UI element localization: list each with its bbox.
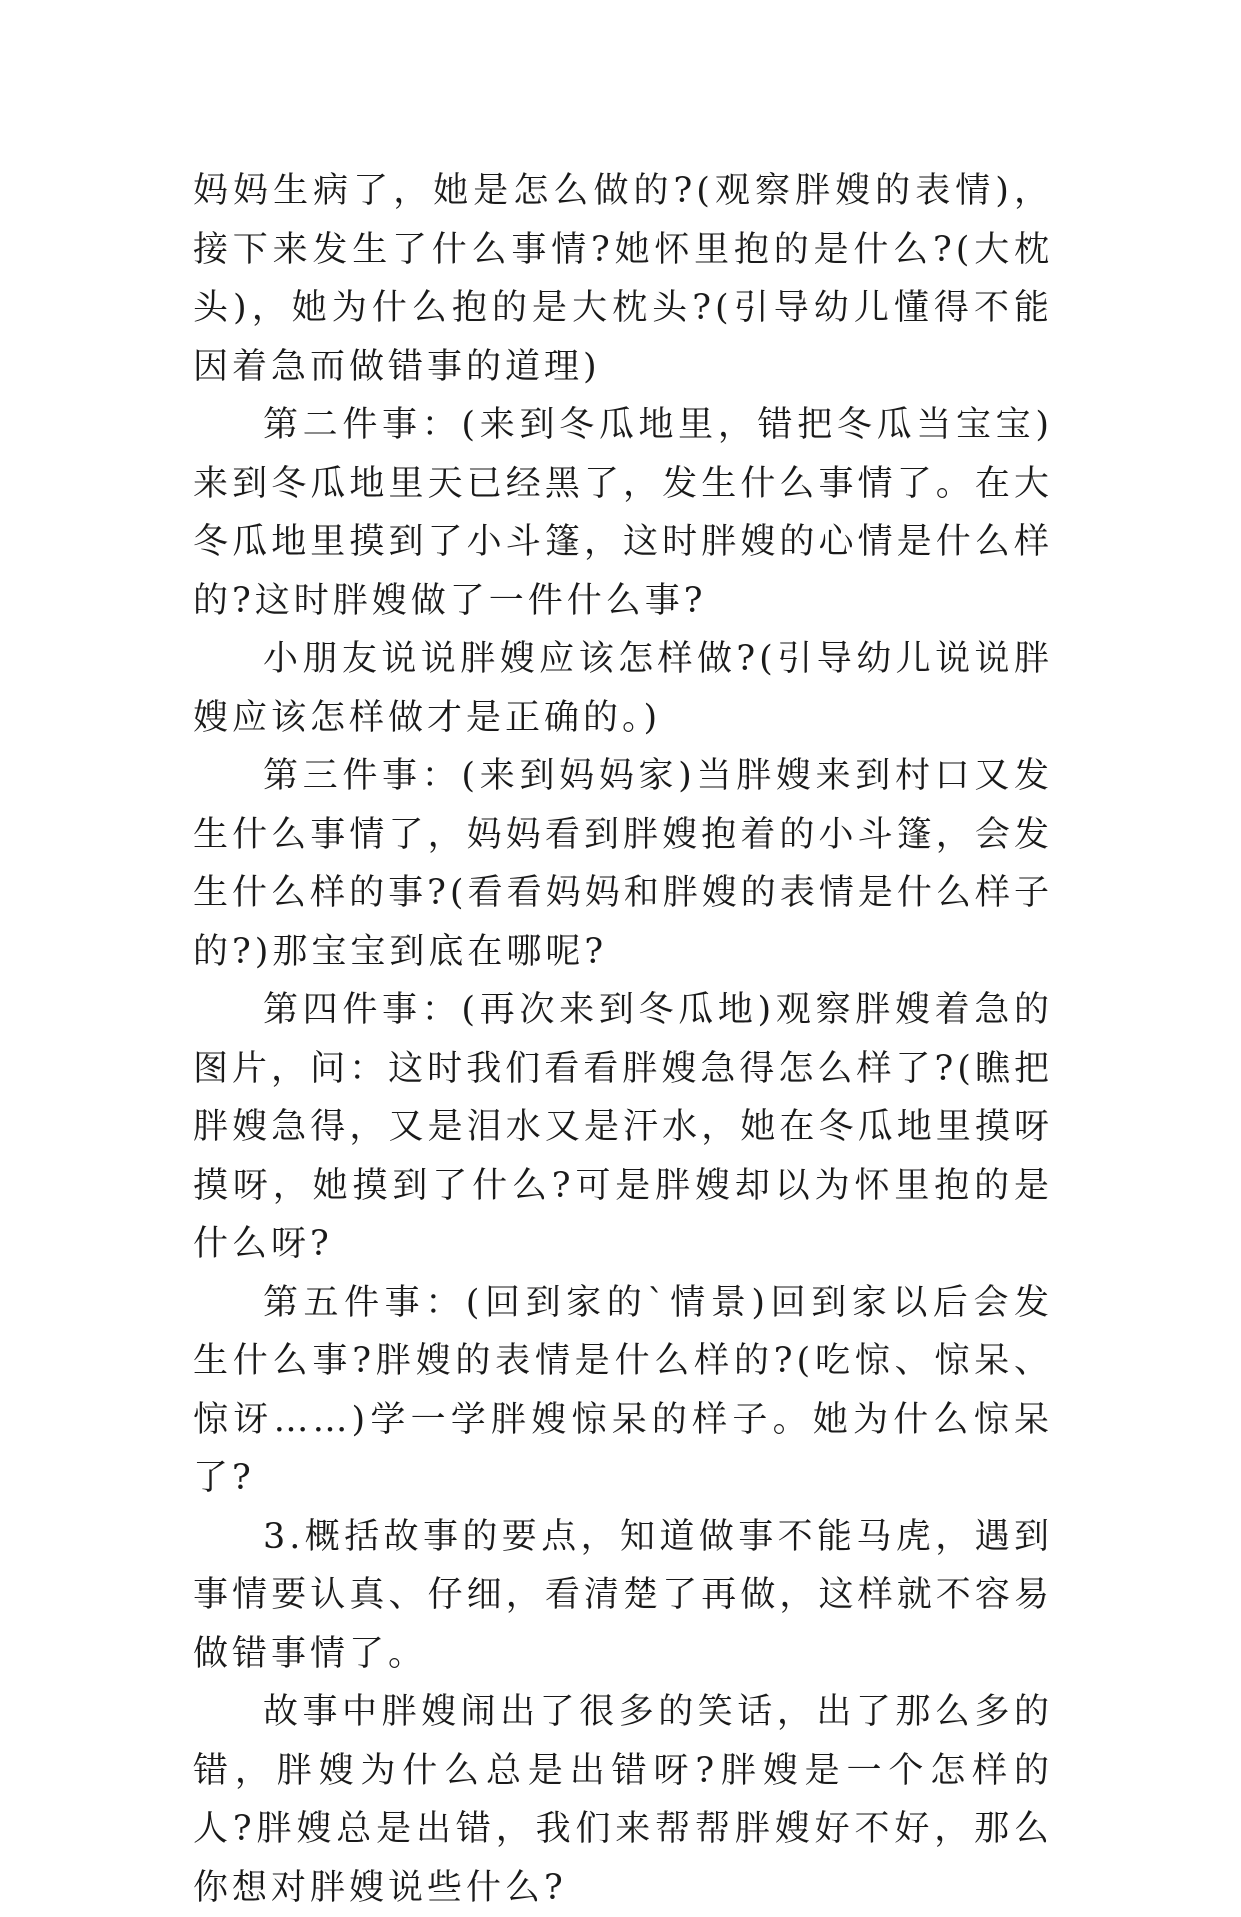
paragraph-7: 3.概括故事的要点，知道做事不能马虎，遇到事情要认真、仔细，看清楚了再做，这样就不容易做错事情了。: [193, 1516, 1053, 1674]
paragraph-5: 第四件事：(再次来到冬瓜地)观察胖嫂着急的图片，问：这时我们看看胖嫂急得怎么样了?(瞧把胖嫂急得，又是泪水又是汗水，她在冬瓜地里摸呀摸呀，她摸到了什么?可是胖嫂却以为怀里抱的是什么呀?: [193, 990, 1053, 1264]
paragraph-4: 第三件事：(来到妈妈家)当胖嫂来到村口又发生什么事情了，妈妈看到胖嫂抱着的小斗篷，会发生什么样的事?(看看妈妈和胖嫂的表情是什么样子的?)那宝宝到底在哪呢?: [193, 756, 1053, 972]
paragraph-1: 妈妈生病了，她是怎么做的?(观察胖嫂的表情)，接下来发生了什么事情?她怀里抱的是什么?(大枕头)，她为什么抱的是大枕头?(引导幼儿懂得不能因着急而做错事的道理): [193, 171, 1053, 387]
paragraph-2: 第二件事：(来到冬瓜地里，错把冬瓜当宝宝)来到冬瓜地里天已经黑了，发生什么事情了。在大冬瓜地里摸到了小斗篷，这时胖嫂的心情是什么样的?这时胖嫂做了一件什么事?: [193, 405, 1053, 621]
paragraph-8: 故事中胖嫂闹出了很多的笑话，出了那么多的错，胖嫂为什么总是出错呀?胖嫂是一个怎样的人?胖嫂总是出错，我们来帮帮胖嫂好不好，那么你想对胖嫂说些什么?: [193, 1692, 1053, 1908]
paragraph-3: 小朋友说说胖嫂应该怎样做?(引导幼儿说说胖嫂应该怎样做才是正确的。): [193, 639, 1053, 738]
paragraph-6: 第五件事：(回到家的`情景)回到家以后会发生什么事?胖嫂的表情是什么样的?(吃惊、惊呆、惊讶……)学一学胖嫂惊呆的样子。她为什么惊呆了?: [193, 1282, 1053, 1498]
document-page: [193, 162, 1053, 1917]
